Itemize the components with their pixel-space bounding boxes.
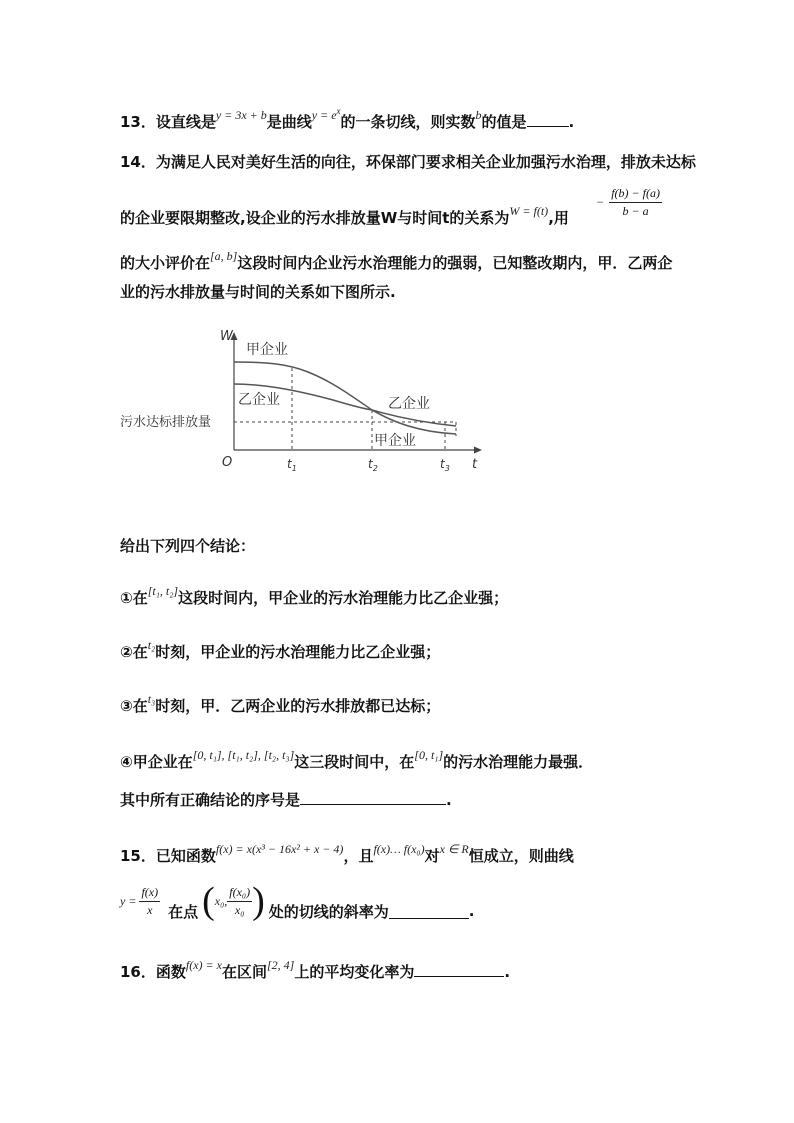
q13-text-2: 是曲线 xyxy=(266,113,312,131)
q14-fraction-minus: − xyxy=(596,195,605,209)
c1-math: [t₁, t₂] xyxy=(147,584,179,598)
tick-t2: $t_2$ xyxy=(368,457,378,473)
q13-text-3: 的一条切线，则实数 xyxy=(340,113,476,131)
q13-answer-blank xyxy=(527,112,569,127)
label-yi-right: 乙企业 xyxy=(388,396,430,412)
q14-text-line1: 为满足人民对美好生活的向往，环保部门要求相关企业加强污水治理，排放未达标 xyxy=(155,153,696,171)
label-yi-left: 乙企业 xyxy=(238,392,280,408)
conclusion-4 xyxy=(120,748,594,773)
q14-math-ab: [a, b] xyxy=(210,249,238,263)
q14-text-l2a: 的企业要限期整改,设企业的污水排放量W与时间t的关系为 xyxy=(120,209,510,227)
q14-ask xyxy=(120,790,452,810)
c2-math: t₂ xyxy=(147,638,156,652)
c1-prefix: ①在 xyxy=(120,589,148,607)
q15-point-fraction xyxy=(227,885,252,918)
q15-number: 15． xyxy=(120,847,156,865)
q13-period: . xyxy=(568,113,575,131)
q13-math-curve: y = ex xyxy=(311,106,341,122)
c2-prefix: ②在 xyxy=(120,643,148,661)
question-15-line-2 xyxy=(120,876,474,926)
q14-fraction-body xyxy=(609,186,662,219)
conclusion-2 xyxy=(120,638,441,663)
q15-answer-blank xyxy=(389,904,469,919)
q14-period: . xyxy=(446,791,452,809)
q15-text-3: 对 xyxy=(424,847,440,865)
y-axis-label: W xyxy=(220,329,233,344)
origin-label: O xyxy=(222,455,233,470)
threshold-label: 污水达标排放量 xyxy=(120,415,212,430)
x-axis-arrow xyxy=(474,447,482,454)
q13-text-1: 设直线是 xyxy=(155,113,216,131)
question-16 xyxy=(120,958,511,983)
conclusion-3 xyxy=(120,692,441,717)
c3-prefix: ③在 xyxy=(120,697,148,715)
q14-text-l3a: 的大小评价在 xyxy=(120,254,211,272)
q14-math-w: W = f(t) xyxy=(509,204,549,218)
q15-point-num: f(x₀) xyxy=(227,885,252,902)
q15-point-den: x₀ xyxy=(234,902,245,917)
q14-text-l3b: 这段时间内企业污水治理能力的强弱，已知整改期内，甲．乙两企 xyxy=(237,254,673,272)
q14-text-line4: 业的污水排放量与时间的关系如下图所示. xyxy=(120,283,396,301)
label-jia-bottom: 甲企业 xyxy=(374,433,416,449)
q14-fraction xyxy=(596,186,662,219)
q15-text-5: 在点 xyxy=(168,902,199,921)
q15-point-open-paren: ( xyxy=(202,880,215,922)
q15-math-function: f(x) = x(x³ − 16x² + x − 4) xyxy=(215,842,344,856)
q13-math-line: y = 3x + b xyxy=(215,108,267,122)
q14-intro xyxy=(120,536,255,556)
c1-text: 这段时间内，甲企业的污水治理能力比乙企业强； xyxy=(178,589,509,607)
c4-prefix: ④甲企业在 xyxy=(120,753,193,771)
c4-math-intervals: [0, t₁], [t₁, t₂], [t₂, t₃] xyxy=(192,748,295,762)
q13-math-b: b xyxy=(475,108,482,122)
question-13 xyxy=(120,106,575,134)
q16-period: . xyxy=(504,963,511,981)
q15-lhs-y: y = xyxy=(120,893,137,908)
pollution-graph xyxy=(118,322,498,474)
q16-text-1: 函数 xyxy=(155,963,186,981)
q14-fraction-num: f(b) − f(a) xyxy=(609,186,662,203)
q15-text-4: 恒成立，则曲线 xyxy=(468,847,574,865)
q15-point-close-paren: ) xyxy=(252,880,265,922)
q14-line-4 xyxy=(120,282,396,302)
q15-lhs-den: x xyxy=(147,902,153,917)
c4-text-2: 的污水治理能力最强． xyxy=(443,753,594,771)
q15-math-inequality: f(x)… f(x₀) xyxy=(373,842,425,856)
q16-text-2: 在区间 xyxy=(221,963,267,981)
q16-math-interval: [2, 4] xyxy=(266,958,295,972)
c3-text: 时刻，甲．乙两企业的污水排放都已达标； xyxy=(155,697,441,715)
q14-number: 14． xyxy=(120,153,156,171)
conclusion-1 xyxy=(120,584,509,609)
q16-text-3: 上的平均变化率为 xyxy=(294,963,415,981)
q16-number: 16． xyxy=(120,963,156,981)
tick-t1: $t_1$ xyxy=(287,457,297,473)
q15-text-6: 处的切线的斜率为 xyxy=(268,902,389,921)
q15-period: . xyxy=(468,902,475,920)
q14-answer-blank xyxy=(300,790,446,805)
c4-text-1: 这三段时间中，在 xyxy=(294,753,415,771)
label-jia-top: 甲企业 xyxy=(246,342,288,358)
question-15-line-1 xyxy=(120,842,574,867)
q14-intro-text: 给出下列四个结论： xyxy=(120,537,256,555)
q14-line-3 xyxy=(120,249,673,274)
q14-text-l2b: ,用 xyxy=(548,209,569,227)
q15-lhs-num: f(x) xyxy=(139,885,160,902)
c4-math-interval: [0, t₁] xyxy=(414,748,444,762)
q15-text-2: ，且 xyxy=(343,847,374,865)
q15-text-1: 已知函数 xyxy=(155,847,216,865)
x-axis-label: t xyxy=(472,457,478,472)
q15-math-domain: x ∈ R xyxy=(439,842,469,856)
q14-line-1 xyxy=(120,152,696,172)
c2-text: 时刻，甲企业的污水治理能力比乙企业强； xyxy=(155,643,441,661)
q16-answer-blank xyxy=(414,962,504,977)
q13-number: 13． xyxy=(120,113,156,131)
q14-ask-text: 其中所有正确结论的序号是 xyxy=(120,791,301,809)
q14-line-2 xyxy=(120,204,569,229)
q16-math-function: f(x) = x xyxy=(185,958,222,972)
c3-math: t₃ xyxy=(147,692,156,706)
tick-t3: $t_3$ xyxy=(440,457,450,473)
q15-lhs-fraction xyxy=(139,885,160,918)
q13-text-4: 的值是 xyxy=(481,113,527,131)
q15-point-x: x₀, xyxy=(214,893,228,908)
q14-fraction-den: b − a xyxy=(622,204,649,218)
